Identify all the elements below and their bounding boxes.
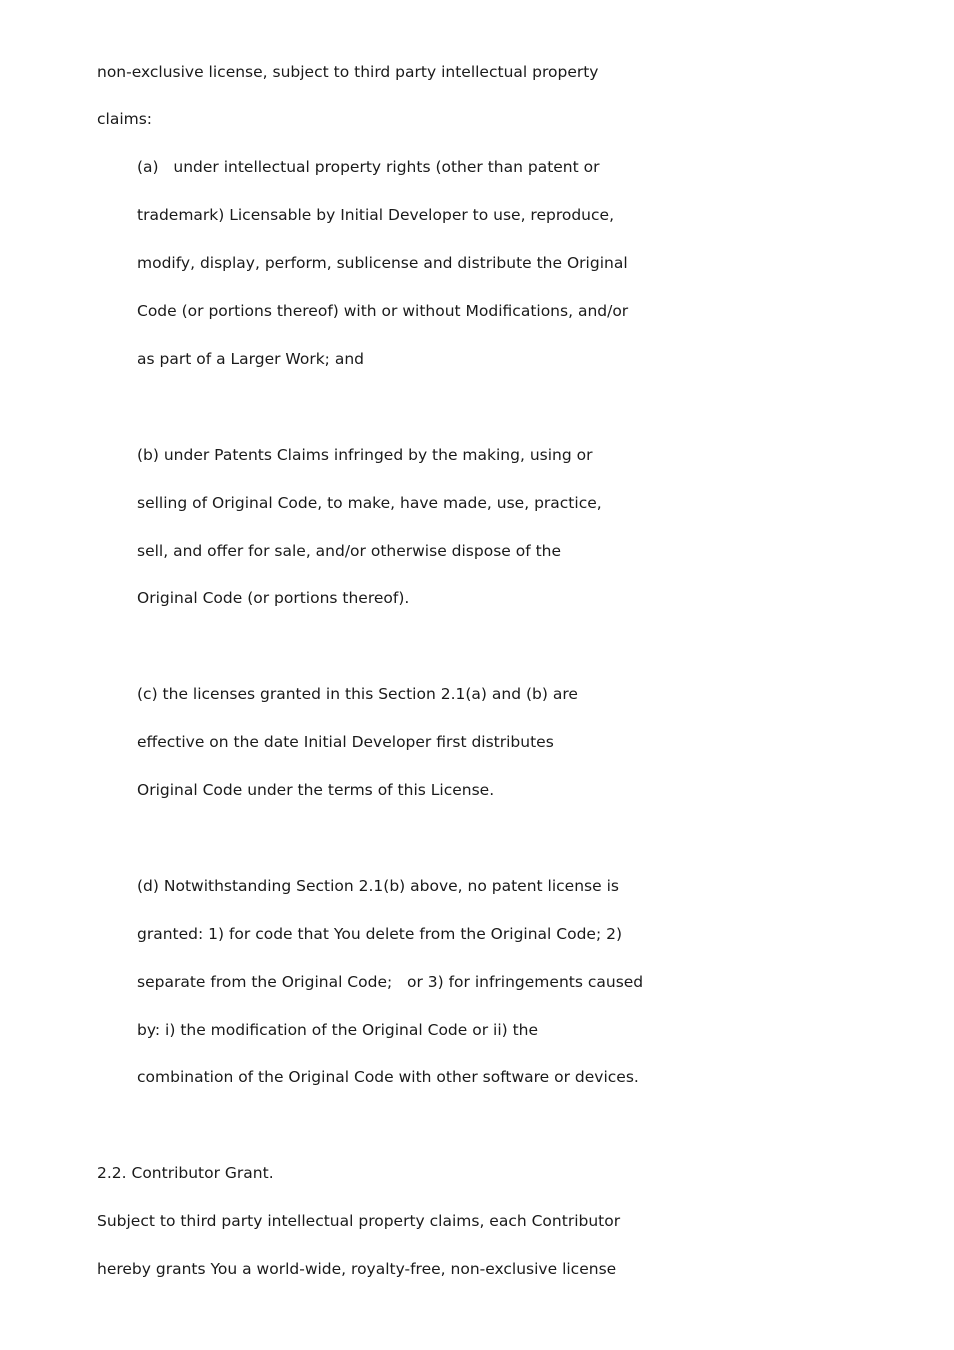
item-d-line: combination of the Original Code with other software or devices.: [137, 1068, 639, 1086]
item-b-line: Original Code (or portions thereof).: [137, 589, 410, 607]
item-c-line: (c) the licenses granted in this Section 2.1(a) and (b) are: [137, 685, 578, 703]
intro-line: claims:: [97, 110, 153, 128]
item-d-line: by: i) the modification of the Original Code or ii) the: [137, 1021, 539, 1039]
item-a-line: Code (or portions thereof) with or without Modifications, and/or: [137, 302, 629, 320]
item-a-line: modify, display, perform, sublicense and distribute the Original: [137, 254, 628, 272]
item-a-line: trademark) Licensable by Initial Developer to use, reproduce,: [137, 206, 614, 224]
intro-line: non-exclusive license, subject to third party intellectual property: [97, 63, 599, 81]
item-c-line: Original Code under the terms of this License.: [137, 781, 495, 799]
item-a-line: as part of a Larger Work; and: [137, 350, 364, 368]
item-b-line: (b) under Patents Claims infringed by the making, using or: [137, 446, 593, 464]
item-c-line: effective on the date Initial Developer first distributes: [137, 733, 554, 751]
section-line: Subject to third party intellectual property claims, each Contributor: [97, 1212, 621, 1230]
item-d-line: (d) Notwithstanding Section 2.1(b) above, no patent license is: [137, 877, 619, 895]
section-line: hereby grants You a world-wide, royalty-free, non-exclusive license: [97, 1260, 617, 1278]
item-b-line: selling of Original Code, to make, have made, use, practice,: [137, 494, 602, 512]
item-a-line: (a) under intellectual property rights (other than patent or: [137, 158, 600, 176]
section-heading: 2.2. Contributor Grant.: [97, 1164, 274, 1182]
item-b-line: sell, and offer for sale, and/or otherwise dispose of the: [137, 542, 562, 560]
item-d-line: granted: 1) for code that You delete from the Original Code; 2): [137, 925, 623, 943]
item-d-line: separate from the Original Code; or 3) for infringements caused: [137, 973, 644, 991]
